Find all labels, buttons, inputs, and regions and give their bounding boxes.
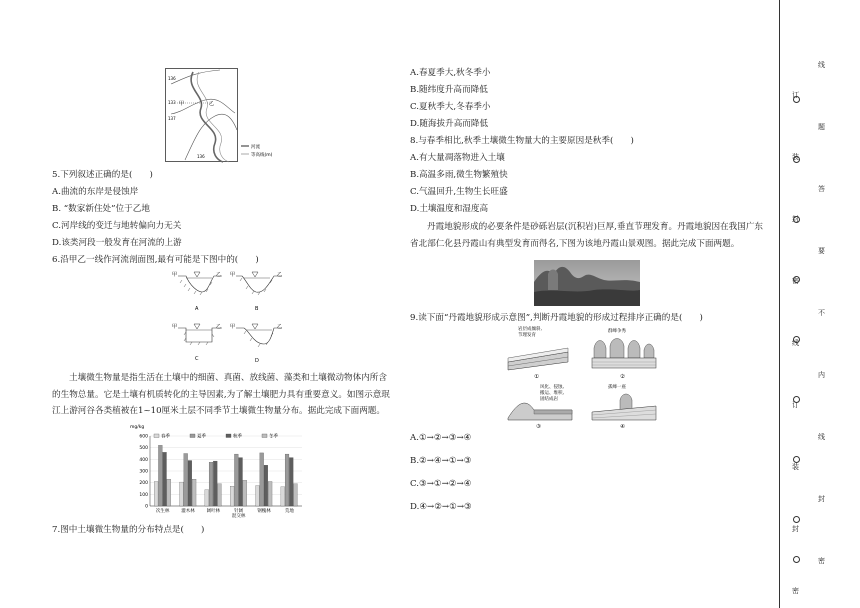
binding-circle [793,216,800,223]
formation-panel-1 [508,325,568,380]
binding-circle [793,276,800,283]
q7-option-c: C.夏秋季大,冬春季小 [410,102,491,112]
x-tick-label: 钢槐林 [257,509,271,514]
q5-option-a: A.曲流的东岸是侵蚀岸 [52,187,139,197]
q7-option-b: B.随纬度升高而降低 [410,85,488,95]
bar [209,462,213,506]
q9-option-b: B.②→④→①→③ [410,456,472,466]
svg-text:①: ① [534,374,539,380]
contour-label: 136 [197,154,205,159]
q9-option-d: D.④→②→①→③ [410,502,472,512]
q7-stem: 7.图中土壤微生物量的分布特点是( ) [52,525,205,535]
q9-option-c: C.③→①→②→④ [410,479,472,489]
q5-option-c: C.河岸线的变迁与地转偏向力无关 [52,221,182,231]
contour-map-figure [165,68,275,163]
svg-text:④: ④ [620,424,625,428]
q8-option-b: B.高温多雨,微生物繁殖快 [410,170,508,180]
bar [285,454,289,506]
bar [289,458,293,506]
binding-circle [793,556,800,563]
bar [192,479,196,506]
danxia-intro: 丹霞地貌形成的必要条件是砂砾岩层(沉积岩)巨厚,垂直节理发育。丹霞地貌因在我国广东省北部仁化县丹霞山有典型发育而得名,下图为该地丹霞山景观图。据此完成下面两题。 [410,222,764,249]
formation-panel-4 [592,383,656,428]
q8-option-d: D.土壤温度和湿度高 [410,204,489,214]
binding-char: 密 [792,587,799,595]
y-tick-label: 300 [139,469,148,475]
q5-option-d: D.该类河段一般发育在河流的上游 [52,238,182,248]
profile-panel-d [230,323,282,364]
legend-river: 河流 [251,145,260,150]
soil-microbe-bar-chart [128,422,306,522]
binding-char: 不 [818,309,825,317]
danxia-formation-figure [504,322,674,428]
bar [294,484,298,506]
bar [158,445,162,506]
q9-option-a: A.①→②→③→④ [410,433,472,443]
bar [256,486,260,506]
binding-char: 密 [792,277,799,285]
svg-text:节理发育: 节理发育 [518,333,536,338]
formation-panel-2 [592,327,656,380]
svg-text:群峰争秀: 群峰争秀 [608,329,626,334]
svg-text:乙: 乙 [216,324,222,330]
bar [260,453,264,506]
binding-char: 线 [792,339,799,347]
bar [205,490,209,506]
x-tick-label: 混交林 [231,514,246,519]
q5-option-b: B. “数家新住处”位于乙地 [52,204,150,214]
binding-circle [793,156,800,163]
q7-option-d: D.随海拔升高而降低 [410,119,489,129]
binding-char: 装 [792,463,799,471]
x-tick-label: 灌木林 [181,509,195,514]
y-tick-label: 200 [139,481,148,487]
panel-label-d: D [255,358,259,364]
binding-circle [793,396,800,403]
legend-label: 春季 [161,434,170,440]
bar [184,454,188,507]
binding-char: 订 [792,401,799,409]
x-tick-label: 荒地 [284,509,294,514]
q5-stem: 5.下列叙述正确的是( ) [52,170,153,180]
bar [213,461,217,506]
binding-char: 封 [818,495,825,503]
legend-swatch [226,434,231,438]
binding-circle [793,516,800,523]
binding-char: 题 [818,123,825,131]
binding-char: 封 [792,525,799,533]
legend-label: 秋季 [233,434,242,440]
binding-char: 内 [818,371,825,379]
bar [281,487,285,506]
legend-contour: 等高线(m) [251,153,273,158]
svg-text:搬运、堆积,: 搬运、堆积, [540,391,564,396]
svg-text:甲: 甲 [230,272,236,278]
danxia-landscape-photo [534,260,640,306]
svg-text:乙: 乙 [277,324,283,330]
profile-panel-c [172,323,222,362]
bar [243,480,247,506]
y-tick-label: 400 [139,457,148,463]
q6-stem: 6.沿甲乙一线作河流剖面图,最有可能是下图中的( ) [52,255,259,265]
svg-text:③: ③ [536,424,541,428]
bar [154,482,158,507]
legend-swatch [154,434,159,438]
bar [230,486,234,506]
y-tick-label: 500 [139,446,148,452]
x-tick-label: 针阔 [234,509,244,514]
svg-text:甲: 甲 [172,324,178,330]
svg-text:甲: 甲 [230,324,236,330]
binding-char: 封 [792,215,799,223]
binding-char: 密 [818,557,825,565]
panel-label-c: C [195,356,199,362]
q9-stem: 9.读下面“丹霞地貌形成示意图”,判断丹霞地貌的形成过程排序正确的是( ) [410,313,703,323]
svg-text:乙: 乙 [216,272,222,278]
svg-text:甲: 甲 [172,272,178,278]
binding-circle [793,96,800,103]
binding-char: 订 [792,91,799,99]
svg-text:孤峰一座: 孤峰一座 [608,385,626,390]
panel-label-a: A [195,306,199,312]
svg-text:岩层成倾斜,: 岩层成倾斜, [518,327,542,332]
q6-profile-figure [172,268,287,368]
binding-char: 要 [818,247,825,255]
contour-label: 133 [168,100,176,105]
y-tick-label: 600 [139,434,148,440]
bar [163,452,167,506]
bar [188,461,192,507]
y-axis-label: mg/kg [130,425,145,430]
point-jia: 甲 [179,101,185,107]
binding-char: 线 [818,433,825,441]
bar [167,479,171,506]
contour-label: 137 [168,116,176,121]
binding-circle [793,456,800,463]
bar [264,465,268,506]
formation-panel-3 [508,383,572,428]
binding-char: 线 [818,61,825,69]
profile-panel-a [172,271,222,312]
binding-char: 装 [792,153,799,161]
soil-intro: 土壤微生物量是指生活在土壤中的细菌、真菌、放线菌、藻类和土壤微动物体内所含的生物总量。它是土壤有机质转化的主导因素,为了解土壤肥力具有重要意义。如图示意珉江上游河谷各类植被在1~10厘米土层不同季节土壤微生物量分布。据此完成下面两题。 [52,373,390,416]
x-tick-label: 次生林 [155,509,170,514]
svg-text:固结成岩: 固结成岩 [540,397,558,402]
q7-option-a: A.春夏季大,秋冬季小 [410,68,491,78]
svg-text:乙: 乙 [277,272,283,278]
y-tick-label: 100 [139,492,148,498]
bar [239,458,243,506]
binding-line [779,0,780,608]
legend-label: 冬季 [269,434,278,440]
x-tick-label: 阔叶林 [206,509,221,514]
contour-label: 136 [168,76,176,81]
bar [180,482,184,506]
panel-label-b: B [255,306,259,312]
legend-swatch [262,434,267,438]
point-yi: 乙 [209,101,215,107]
binding-circle [793,336,800,343]
y-tick-label: 0 [145,504,148,510]
legend-label: 夏季 [197,434,206,440]
q8-option-c: C.气温回升,生物生长旺盛 [410,187,508,197]
legend-swatch [190,434,195,438]
q8-option-a: A.有大量凋落物进入土壤 [410,153,505,163]
q8-stem: 8.与春季相比,秋季土壤微生物量大的主要原因是秋季( ) [410,136,634,146]
profile-panel-b [230,271,282,312]
bar [218,484,222,506]
bar [268,482,272,507]
svg-text:②: ② [620,374,625,380]
svg-text:风化、侵蚀,: 风化、侵蚀, [540,385,564,390]
binding-char: 答 [818,185,825,193]
bar [234,454,238,506]
